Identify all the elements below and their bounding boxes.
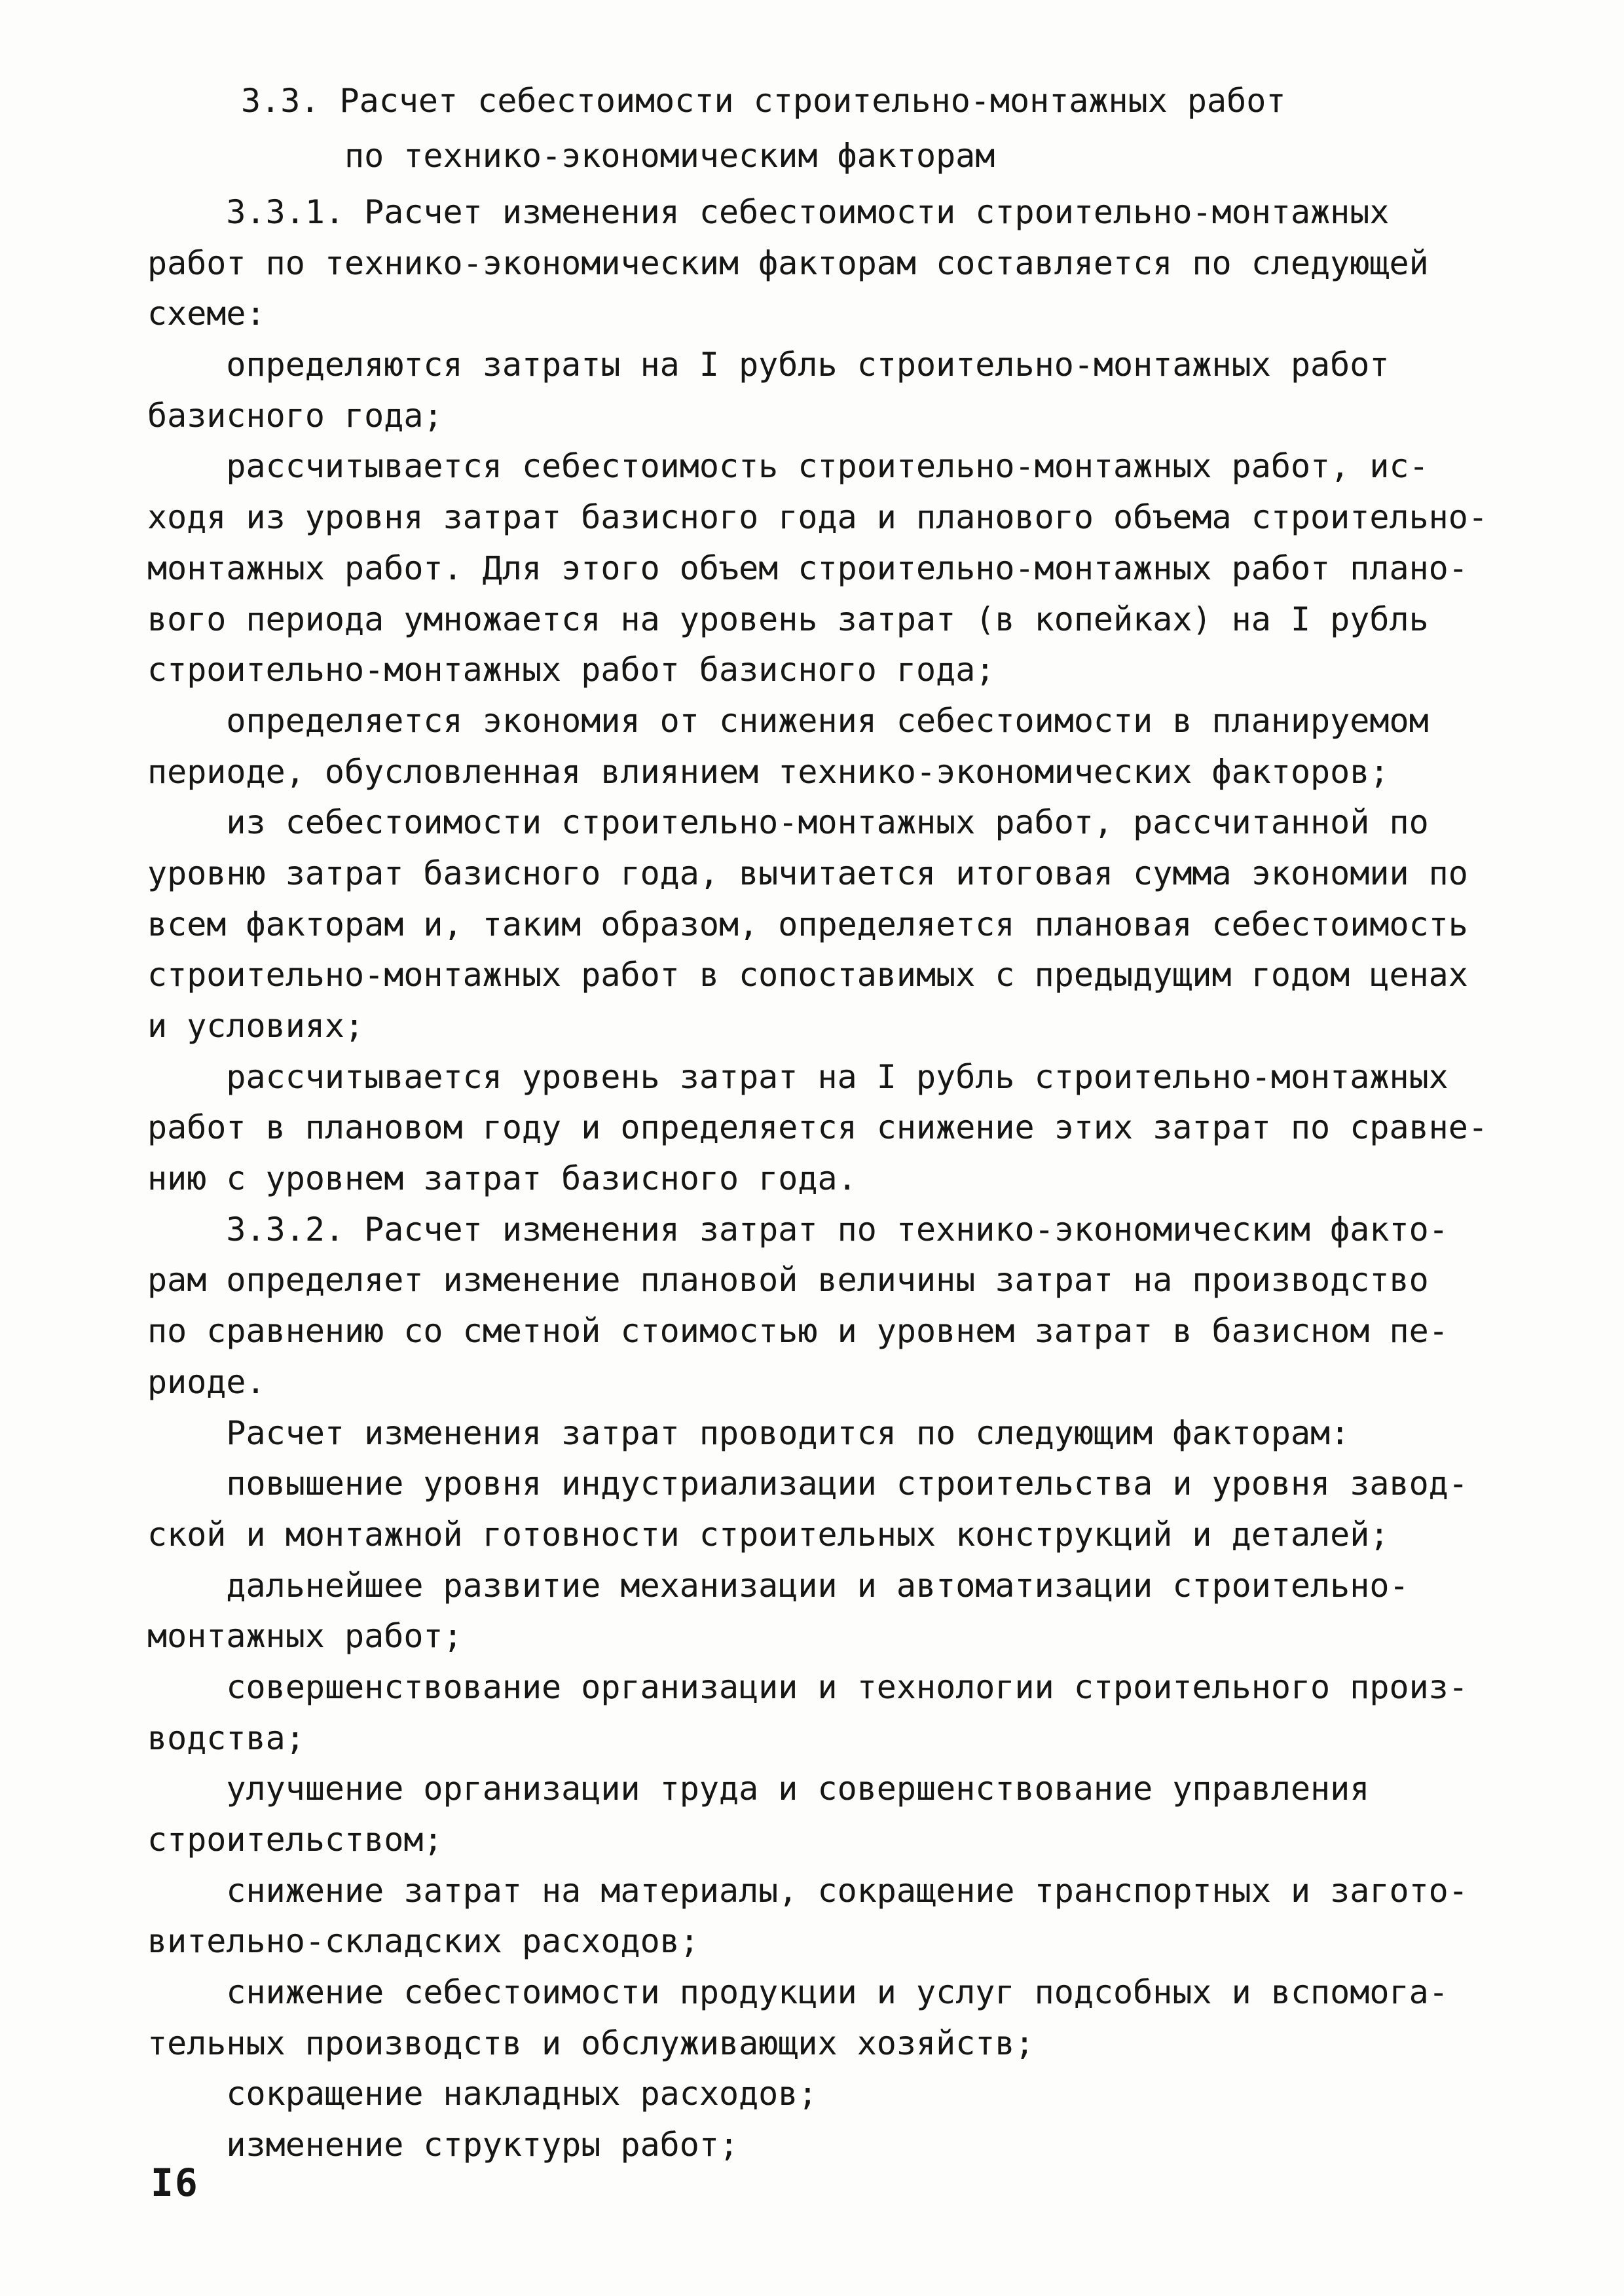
text-line: рассчитывается себестоимость строительно-монтажных работ, ис-	[147, 447, 1429, 486]
text-line: строительно-монтажных работ в сопоставимых с предыдущим годом ценах	[147, 956, 1468, 994]
text-line: вого периода умножается на уровень затрат (в копейках) на I рубль	[147, 600, 1429, 638]
text-line: 3.3.1. Расчет изменения себестоимости строительно-монтажных	[147, 193, 1390, 231]
text-line: строительством;	[147, 1821, 443, 1859]
text-line: рассчитывается уровень затрат на I рубль строительно-монтажных	[147, 1057, 1449, 1096]
text-line: работ в плановом году и определяется снижение этих затрат по сравне-	[147, 1108, 1488, 1147]
text-line: схеме:	[147, 295, 266, 333]
heading-line-2: по технико-экономическим факторам	[344, 137, 995, 175]
heading-line-1: 3.3. Расчет себестоимости строительно-монтажных работ	[241, 82, 1286, 120]
text-line: всем факторам и, таким образом, определяется плановая себестоимость	[147, 905, 1468, 943]
text-line: риоде.	[147, 1362, 266, 1401]
text-line: и условиях;	[147, 1007, 365, 1045]
text-line: периоде, обусловленная влиянием технико-экономических факторов;	[147, 752, 1390, 791]
text-line: уровню затрат базисного года, вычитается итоговая сумма экономии по	[147, 854, 1468, 892]
text-line: повышение уровня индустриализации строительства и уровня завод-	[147, 1465, 1468, 1503]
text-line: монтажных работ;	[147, 1617, 463, 1656]
text-line: ской и монтажной готовности строительных конструкций и деталей;	[147, 1515, 1390, 1554]
text-line: нию с уровнем затрат базисного года.	[147, 1159, 857, 1198]
body-text	[147, 187, 1509, 2171]
text-line: по сравнению со сметной стоимостью и уровнем затрат в базисном пе-	[147, 1312, 1449, 1351]
text-line: снижение затрат на материалы, сокращение транспортных и загото-	[147, 1871, 1468, 1910]
text-line: снижение себестоимости продукции и услуг подсобных и вспомога-	[147, 1973, 1449, 2012]
section-heading	[241, 73, 1485, 183]
text-line: рам определяет изменение плановой величины затрат на производство	[147, 1261, 1429, 1300]
text-line: базисного года;	[147, 396, 443, 435]
text-line: определяется экономия от снижения себестоимости в планируемом	[147, 701, 1429, 740]
text-line: водства;	[147, 1719, 305, 1757]
page-number: I6	[151, 2160, 199, 2205]
text-line: строительно-монтажных работ базисного года;	[147, 651, 995, 689]
text-line: монтажных работ. Для этого объем строительно-монтажных работ плано-	[147, 549, 1468, 587]
text-line: сокращение накладных расходов;	[147, 2075, 818, 2113]
text-line: улучшение организации труда и совершенствование управления	[147, 1770, 1370, 1808]
text-line: вительно-складских расходов;	[147, 1922, 699, 1961]
text-line: совершенствование организации и технологии строительного произ-	[147, 1667, 1468, 1706]
text-line: изменение структуры работ;	[147, 2126, 739, 2164]
text-line: из себестоимости строительно-монтажных работ, рассчитанной по	[147, 803, 1429, 842]
text-line: дальнейшее развитие механизации и автоматизации строительно-	[147, 1566, 1409, 1605]
text-line: тельных производств и обслуживающих хозяйств;	[147, 2024, 1035, 2062]
text-line: определяются затраты на I рубль строительно-монтажных работ	[147, 346, 1390, 384]
text-line: Расчет изменения затрат проводится по следующим факторам:	[147, 1413, 1350, 1452]
text-line: ходя из уровня затрат базисного года и планового объема строительно-	[147, 498, 1488, 537]
text-line: работ по технико-экономическим факторам составляется по следующей	[147, 244, 1429, 282]
text-line: 3.3.2. Расчет изменения затрат по технико-экономическим факто-	[147, 1210, 1449, 1248]
